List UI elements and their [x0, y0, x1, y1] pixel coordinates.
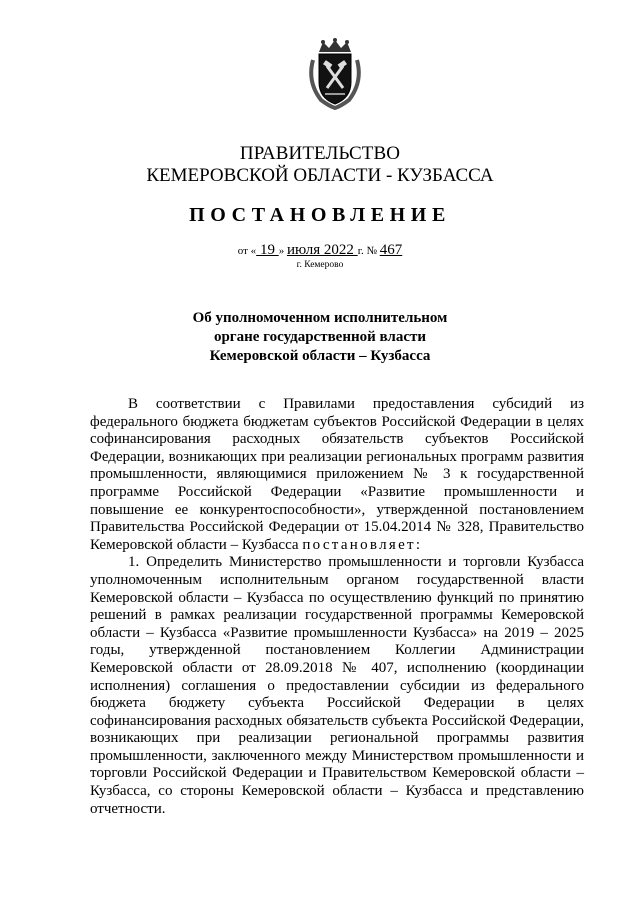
document-body — [90, 396, 584, 818]
date-month-year: июля 2022 — [286, 242, 358, 258]
government-region: КЕМЕРОВСКОЙ ОБЛАСТИ - КУЗБАССА — [146, 165, 494, 186]
paragraph-item-1: 1. Определить Министерство промышленности и торговли Кузбасса уполномоченным исполнительным органом государственной власти Кемеровской области – Кузбасса по осуществлению функций по принятию решений в рамках реализации государственной программы Кемеровской области – Кузбасса «Развитие промышленности Кузбасса» на 2019 – 2025 годы, утвержденной постановлением Коллегии Администрации Кемеровской области от 28.09.2018 № 407, исполнению (координации исполнения) соглашения о предоставлении субсидии из федерального бюджета бюджету субъекта Российской Федерации в целях софинансирования расходных обязательств субъекта Российской Федерации, возникающих при реализации региональной программы развития промышленности, заключенного между Министерством промышленности и торговли Российской Федерации и Правительством Кемеровской области – Кузбасса, со стороны Кемеровской области – Кузбасса и представлению отчетности. — [90, 554, 584, 817]
date-prefix: от « — [237, 245, 257, 257]
subject-line: Об уполномоченном исполнительном — [192, 310, 448, 326]
date-line — [0, 242, 640, 259]
document-type: ПОСТАНОВЛЕНИЕ — [189, 204, 451, 226]
document-subject — [0, 309, 640, 366]
subject-line: органе государственной власти — [213, 329, 427, 345]
preamble-text: В соответствии с Правилами предоставления субсидий из федерального бюджета бюджетам субъектов Российской Федерации в целях софинансирования расходных обязательств субъектов Российской Федерации, возникающих при реализации региональных программ развития промышленности, являющимися приложением № 3 к государственной программе Российской Федерации «Развитие промышленности и повышение ее конкурентоспособности», утвержденной постановлением Правительства Российской Федерации от 15.04.2014 № 328, Правительство Кемеровской области – Кузбасса — [90, 396, 584, 553]
kuzbass-coat-of-arms-icon — [305, 38, 365, 110]
subject-line: Кемеровской области – Кузбасса — [209, 348, 431, 364]
city-label: г. Кемерово — [296, 260, 344, 270]
date-year-suffix: г. № — [357, 245, 380, 257]
document-number: 467 — [379, 242, 403, 258]
resolves-word: постановляет: — [302, 536, 423, 553]
date-day-close: » — [278, 245, 287, 257]
date-day: 19 — [256, 242, 279, 258]
paragraph-preamble — [90, 396, 584, 554]
government-title: ПРАВИТЕЛЬСТВО — [239, 143, 401, 164]
